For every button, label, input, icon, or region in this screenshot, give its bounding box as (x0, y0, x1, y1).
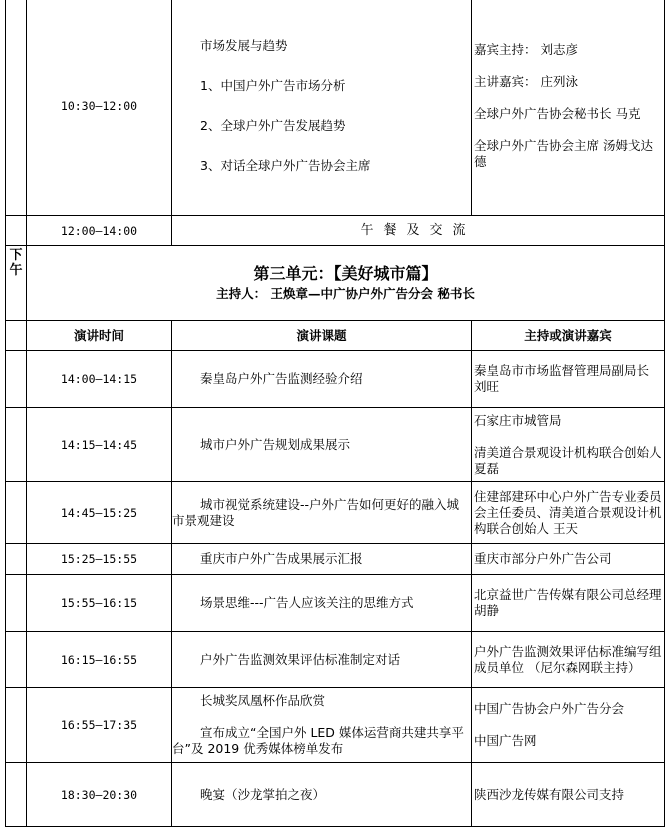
period-cell-blank (6, 408, 27, 482)
topic-cell: 场景思维---广告人应该关注的思维方式 (172, 575, 472, 632)
topic-cell: 秦皇岛户外广告监测经验介绍 (172, 351, 472, 408)
time-cell: 10:30—12:00 (27, 0, 172, 216)
topic-line: 1、中国户外广告市场分析 (200, 78, 346, 93)
period-cell-blank (6, 575, 27, 632)
time-cell: 12:00—14:00 (27, 216, 172, 246)
time-cell: 16:15—16:55 (27, 632, 172, 688)
unit-title: 第三单元：【美好城市篇】 (253, 264, 438, 283)
guest-cell: 重庆市部分户外广告公司 (472, 544, 665, 575)
topic-line: 宣布成立“全国户外 LED 媒体运营商共建共享平台”及 2019 优秀媒体榜单发布 (172, 725, 464, 756)
topic-line: 市场发展与趋势 (200, 38, 288, 53)
lunch-cell: 午餐及交流 (172, 216, 665, 246)
topic-cell: 重庆市户外广告成果展示汇报 (172, 544, 472, 575)
period-cell-blank (6, 632, 27, 688)
time-cell: 15:55—16:15 (27, 575, 172, 632)
table-row (6, 351, 665, 408)
period-cell-blank (6, 688, 27, 763)
guest-line: 全球户外广告协会秘书长 马克 (474, 106, 641, 121)
topic-line: 2、全球户外广告发展趋势 (200, 118, 346, 133)
topic-cell: 城市户外广告规划成果展示 (172, 408, 472, 482)
time-cell: 15:25—15:55 (27, 544, 172, 575)
guest-line: 主讲嘉宾： 庄列泳 (474, 74, 578, 89)
topic-line: 3、对话全球户外广告协会主席 (200, 158, 371, 173)
table-row (6, 575, 665, 632)
time-cell: 14:45—15:25 (27, 482, 172, 544)
table-row (6, 482, 665, 544)
guest-line: 石家庄市城管局 (474, 412, 562, 428)
period-cell-blank (6, 482, 27, 544)
topic-cell: 城市视觉系统建设--户外广告如何更好的融入城市景观建设 (172, 482, 472, 544)
time-cell: 16:55—17:35 (27, 688, 172, 763)
guest-cell (472, 0, 665, 216)
period-cell-blank (6, 216, 27, 246)
time-cell: 18:30—20:30 (27, 763, 172, 827)
topic-cell: 户外广告监测效果评估标准制定对话 (172, 632, 472, 688)
unit-host: 主持人： 王焕章—中广协户外广告分会 秘书长 (216, 286, 475, 301)
guest-line: 中国广告网 (474, 733, 537, 748)
period-cell-blank (6, 544, 27, 575)
table-row (6, 0, 665, 216)
guest-cell: 住建部建环中心户外广告专业委员会主任委员、清美道合景观设计机构联合创始人 王天 (472, 482, 665, 544)
guest-cell: 北京益世广告传媒有限公司总经理 胡静 (472, 575, 665, 632)
guest-line: 嘉宾主持： 刘志彦 (474, 42, 578, 57)
guest-cell: 陕西沙龙传媒有限公司支持 (472, 763, 665, 827)
header-row (6, 321, 665, 351)
guest-cell: 秦皇岛市市场监督管理局副局长 刘旺 (472, 351, 665, 408)
agenda-table (5, 0, 665, 827)
table-row (6, 408, 665, 482)
guest-cell (472, 688, 665, 763)
table-row (6, 688, 665, 763)
time-cell: 14:15—14:45 (27, 408, 172, 482)
header-time: 演讲时间 (27, 321, 172, 351)
topic-cell (172, 688, 472, 763)
header-guest: 主持或演讲嘉宾 (472, 321, 665, 351)
topic-cell (172, 0, 472, 216)
time-cell: 14:00—14:15 (27, 351, 172, 408)
period-cell-blank (6, 0, 27, 216)
period-cell-blank (6, 763, 27, 827)
guest-line: 清美道合景观设计机构联合创始人 夏磊 (474, 444, 662, 476)
guest-cell: 户外广告监测效果评估标准编写组成员单位 （尼尔森网联主持） (472, 632, 665, 688)
period-label: 下 午 (6, 246, 27, 321)
table-row (6, 763, 665, 827)
topic-line: 长城奖凤凰杯作品欣赏 (200, 693, 326, 708)
period-cell-blank (6, 321, 27, 351)
table-row (6, 216, 665, 246)
table-row (6, 544, 665, 575)
guest-line: 中国广告协会户外广告分会 (474, 701, 625, 716)
unit-title-cell (27, 246, 665, 321)
guest-cell (472, 408, 665, 482)
period-cell-blank (6, 351, 27, 408)
guest-line: 全球户外广告协会主席 汤姆戈达德 (474, 138, 653, 169)
table-row (6, 632, 665, 688)
unit-title-row (6, 246, 665, 321)
topic-cell: 晚宴（沙龙掌拍之夜） (172, 763, 472, 827)
header-topic: 演讲课题 (172, 321, 472, 351)
